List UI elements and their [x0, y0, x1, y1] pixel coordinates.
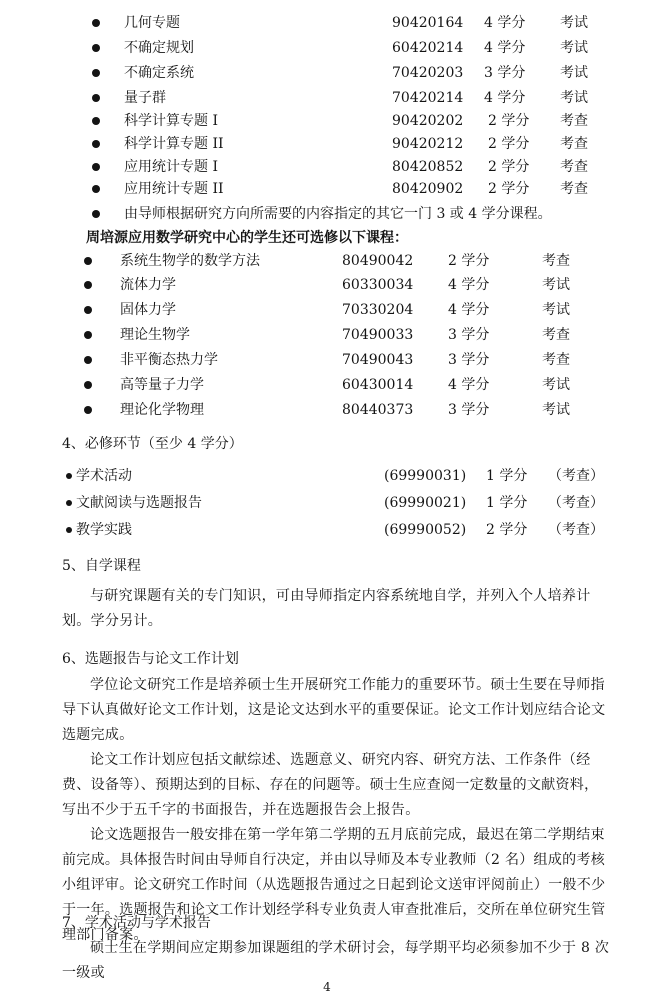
course-exam: 考查 — [542, 253, 570, 269]
bullet-icon — [92, 69, 100, 77]
course-exam: 考查 — [542, 352, 570, 368]
required-exam: （考查） — [548, 522, 604, 538]
required-name: 学术活动 — [76, 468, 132, 484]
course-code: 70330204 — [342, 302, 414, 318]
course-credits: 2 学分 — [448, 253, 490, 269]
bullet-icon — [84, 406, 92, 414]
course-code: 70490033 — [342, 327, 414, 343]
section-5-title: 5、自学课程 — [62, 558, 141, 574]
bullet-icon — [84, 257, 92, 265]
course-name: 科学计算专题 I — [124, 113, 218, 129]
course-name: 应用统计专题 I — [124, 159, 218, 175]
bullet-icon — [92, 163, 100, 171]
required-exam: （考查） — [548, 468, 604, 484]
bullet-icon — [92, 210, 100, 218]
course-code: 60330034 — [342, 277, 414, 293]
course-exam: 考试 — [560, 65, 588, 81]
course-code: 80490042 — [342, 253, 414, 269]
bullet-icon — [92, 117, 100, 125]
required-code: (69990052) — [384, 522, 467, 538]
course-name: 高等量子力学 — [120, 377, 204, 393]
advisor-note-text: 由导师根据研究方向所需要的内容指定的其它一门 3 或 4 学分课程。 — [124, 206, 552, 222]
required-code: (69990021) — [384, 495, 467, 511]
course-exam: 考查 — [560, 181, 588, 197]
bullet-icon — [84, 381, 92, 389]
course-credits: 4 学分 — [448, 302, 490, 318]
course-name: 应用统计专题 II — [124, 181, 224, 197]
course-exam: 考试 — [542, 402, 570, 418]
section-6-body — [62, 673, 610, 948]
course-name: 不确定规划 — [124, 40, 194, 56]
course-credits: 3 学分 — [448, 327, 490, 343]
course-name: 理论生物学 — [120, 327, 190, 343]
required-credits: 2 学分 — [486, 522, 528, 538]
course-credits: 3 学分 — [484, 65, 526, 81]
bullet-icon — [66, 500, 72, 506]
course-code: 60430014 — [342, 377, 414, 393]
bullet-icon — [92, 94, 100, 102]
course-exam: 考试 — [542, 377, 570, 393]
course-name: 量子群 — [124, 90, 166, 106]
bullet-icon — [66, 473, 72, 479]
bullet-icon — [84, 281, 92, 289]
bullet-icon — [84, 306, 92, 314]
course-exam: 考查 — [560, 159, 588, 175]
course-code: 90420164 — [392, 15, 464, 31]
zhou-center-heading: 周培源应用数学研究中心的学生还可选修以下课程： — [86, 230, 408, 246]
course-credits: 2 学分 — [488, 136, 530, 152]
course-name: 理论化学物理 — [120, 402, 204, 418]
course-code: 90420202 — [392, 113, 464, 129]
section-6-title: 6、选题报告与论文工作计划 — [62, 651, 239, 667]
section-7-title: 7、学术活动与学术报告 — [62, 915, 211, 931]
course-code: 60420214 — [392, 40, 464, 56]
course-name: 几何专题 — [124, 15, 180, 31]
section-7-body — [62, 936, 610, 986]
course-credits: 2 学分 — [488, 181, 530, 197]
paragraph: 论文选题报告一般安排在第一学年第二学期的五月底前完成，最迟在第二学期结束前完成。具体报告时间由导师自行决定，并由以导师及本专业教师（2 名）组成的考核小组评审。论文研究工作时间（从选题报告通过之日起到论文送审评阅前止）一般不少于一年。选题报告和论文工作计划经学科专业负责人审查批准后，交所在单位研究生管理部门备案。 — [62, 827, 606, 943]
required-name: 教学实践 — [76, 522, 132, 538]
course-name: 流体力学 — [120, 277, 176, 293]
course-code: 70490043 — [342, 352, 414, 368]
required-credits: 1 学分 — [486, 468, 528, 484]
required-code: (69990031) — [384, 468, 467, 484]
bullet-icon — [92, 185, 100, 193]
paragraph: 与研究课题有关的专门知识，可由导师指定内容系统地自学，并列入个人培养计划。学分另计。 — [62, 588, 591, 629]
bullet-icon — [84, 331, 92, 339]
bullet-icon — [92, 19, 100, 27]
course-code: 70420203 — [392, 65, 464, 81]
course-credits: 4 学分 — [448, 277, 490, 293]
course-credits: 4 学分 — [484, 15, 526, 31]
course-exam: 考试 — [542, 302, 570, 318]
course-exam: 考试 — [560, 90, 588, 106]
course-code: 80420852 — [392, 159, 464, 175]
course-credits: 4 学分 — [484, 40, 526, 56]
course-code: 80420902 — [392, 181, 464, 197]
course-code: 80440373 — [342, 402, 414, 418]
course-credits: 2 学分 — [488, 113, 530, 129]
course-credits: 4 学分 — [448, 377, 490, 393]
bullet-icon — [92, 140, 100, 148]
page-number: 4 — [323, 980, 331, 994]
required-name: 文献阅读与选题报告 — [76, 495, 202, 511]
course-exam: 考试 — [542, 277, 570, 293]
bullet-icon — [66, 527, 72, 533]
paragraph: 论文工作计划应包括文献综述、选题意义、研究内容、研究方法、工作条件（经费、设备等）、预期达到的目标、存在的问题等。硕士生应查阅一定数量的文献资料，写出不少于五千字的书面报告，并在选题报告会上报告。 — [62, 752, 599, 818]
course-code: 90420212 — [392, 136, 464, 152]
course-name: 不确定系统 — [124, 65, 194, 81]
course-name: 非平衡态热力学 — [120, 352, 218, 368]
paragraph: 学位论文研究工作是培养硕士生开展研究工作能力的重要环节。硕士生要在导师指导下认真做好论文工作计划，这是论文达到水平的重要保证。论文工作计划应结合论文选题完成。 — [62, 677, 606, 743]
paragraph: 硕士生在学期间应定期参加课题组的学术研讨会，每学期平均必须参加不少于 8 次一级或 — [62, 940, 610, 981]
course-credits: 3 学分 — [448, 352, 490, 368]
bullet-icon — [92, 44, 100, 52]
course-credits: 4 学分 — [484, 90, 526, 106]
section-4-title: 4、必修环节（至少 4 学分） — [62, 436, 243, 452]
required-credits: 1 学分 — [486, 495, 528, 511]
course-exam: 考试 — [560, 40, 588, 56]
course-credits: 3 学分 — [448, 402, 490, 418]
course-code: 70420214 — [392, 90, 464, 106]
course-exam: 考查 — [560, 136, 588, 152]
course-exam: 考试 — [560, 15, 588, 31]
required-exam: （考查） — [548, 495, 604, 511]
bullet-icon — [84, 356, 92, 364]
course-exam: 考查 — [560, 113, 588, 129]
course-name: 固体力学 — [120, 302, 176, 318]
course-name: 系统生物学的数学方法 — [120, 253, 260, 269]
course-credits: 2 学分 — [488, 159, 530, 175]
section-5-body — [62, 584, 610, 634]
course-exam: 考查 — [542, 327, 570, 343]
course-name: 科学计算专题 II — [124, 136, 224, 152]
